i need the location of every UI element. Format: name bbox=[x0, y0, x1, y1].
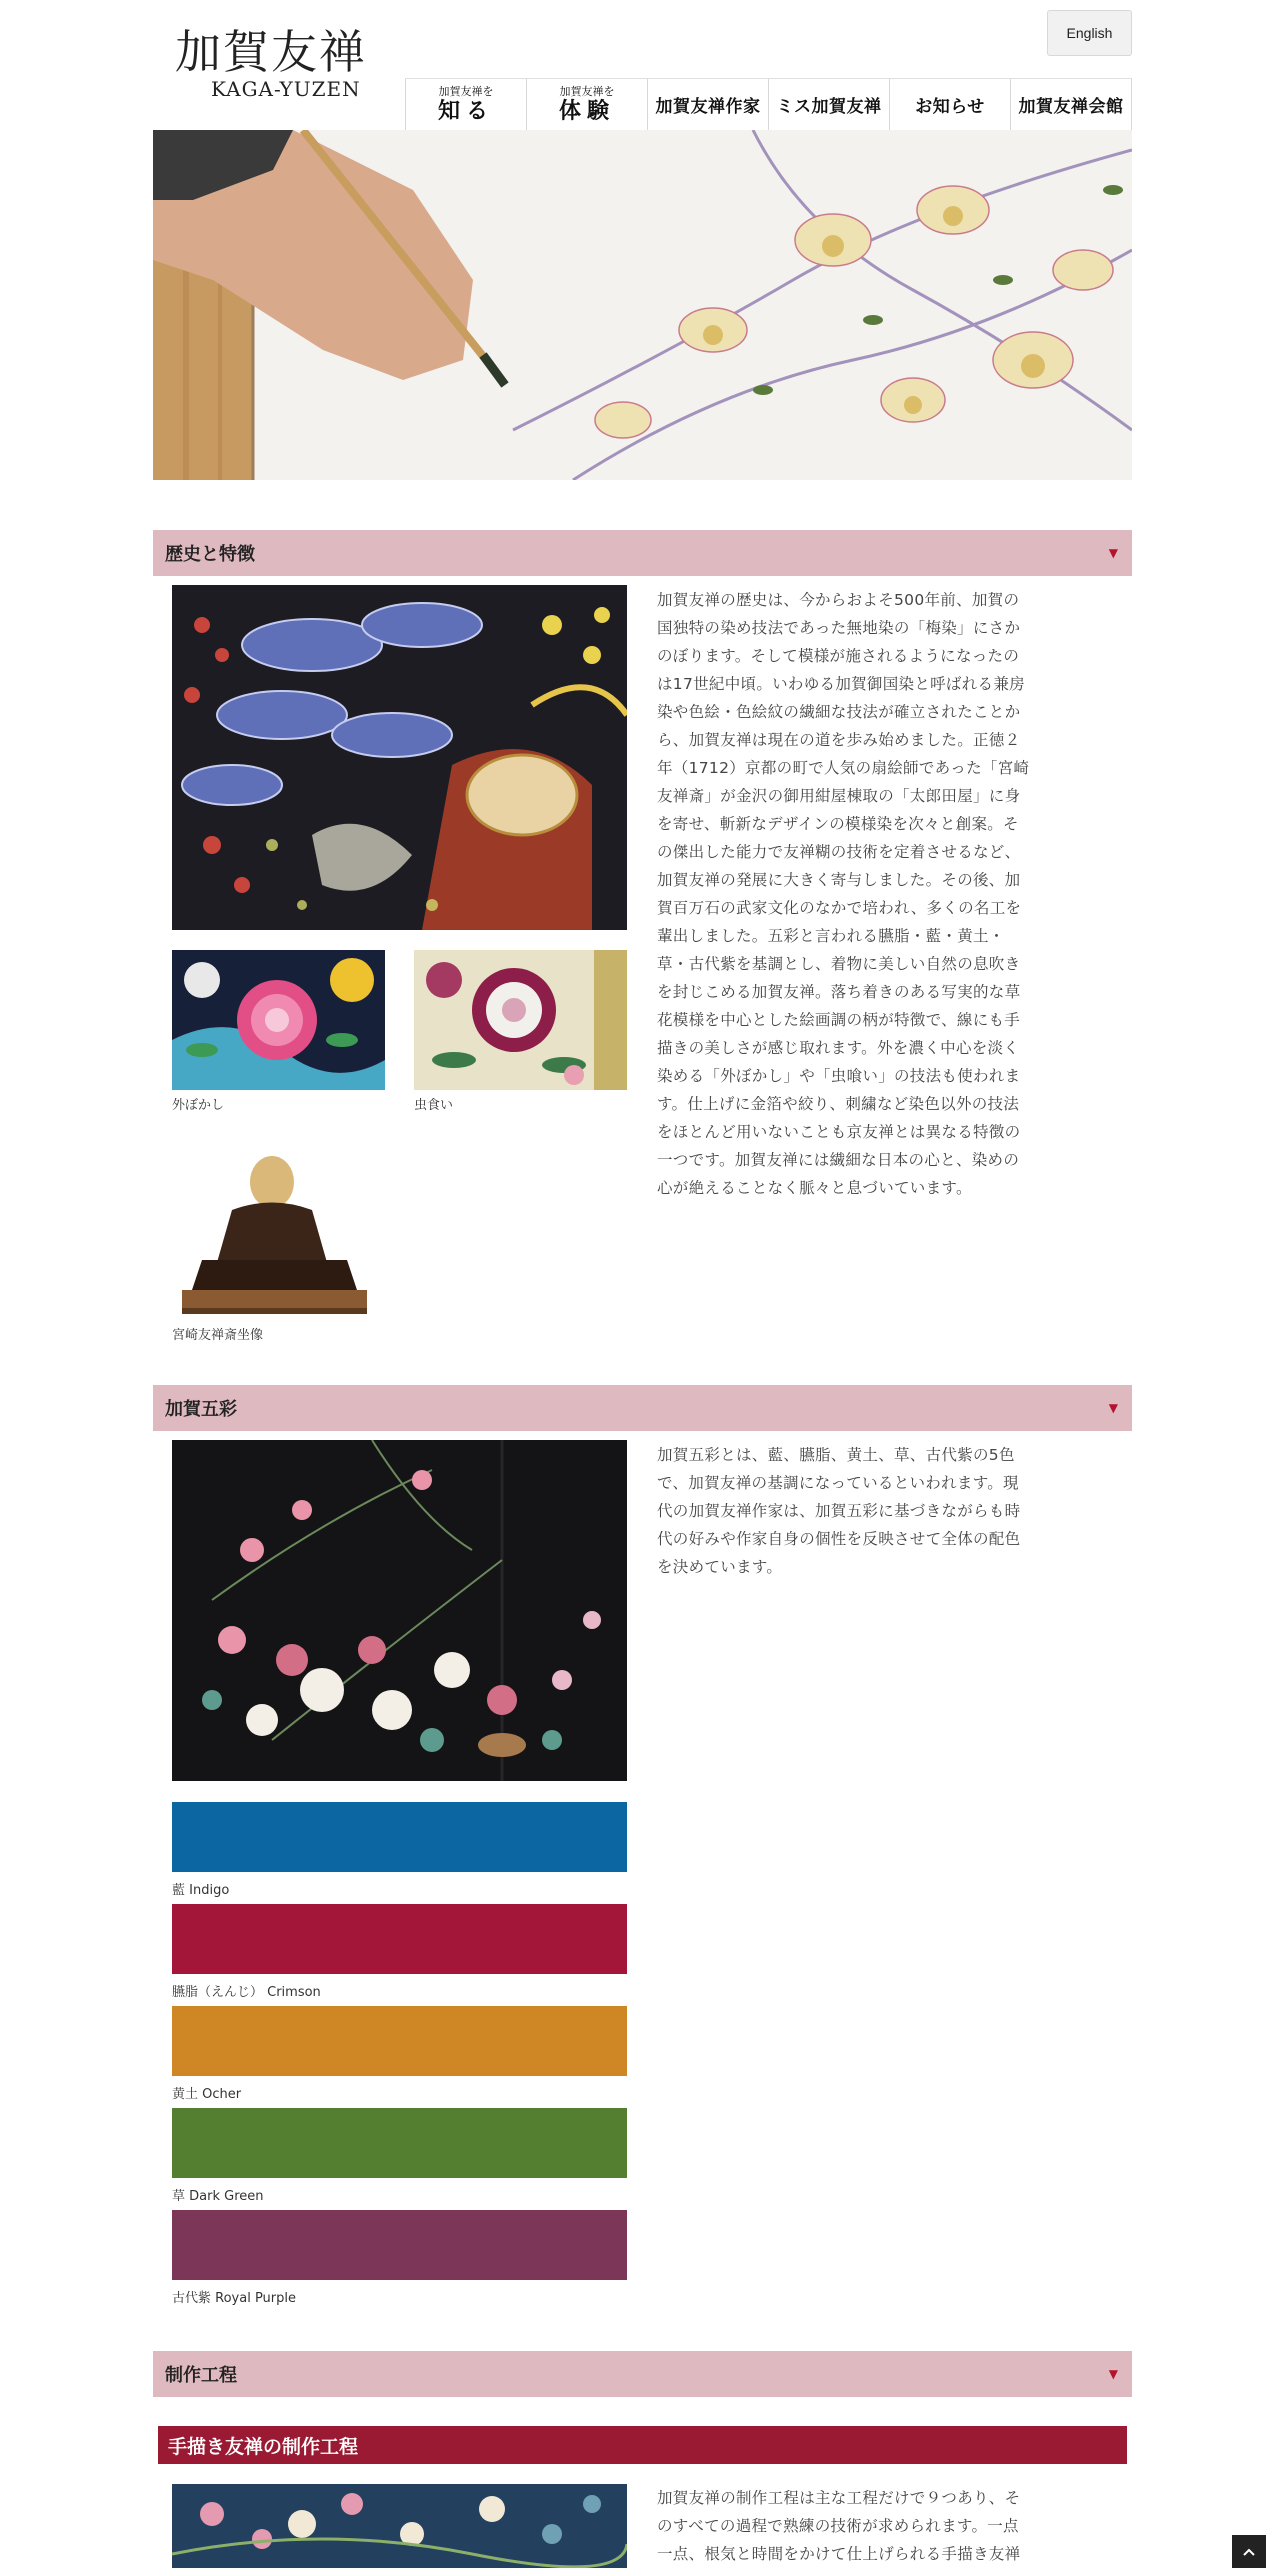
nav-item-experience[interactable] bbox=[526, 79, 647, 130]
toggle-arrow-icon: ▼ bbox=[1108, 2367, 1118, 2381]
color-swatch bbox=[172, 2108, 627, 2178]
statue-image bbox=[172, 1140, 377, 1320]
color-swatch bbox=[172, 2006, 627, 2076]
color-swatch-label: 臙脂（えんじ） Crimson bbox=[172, 1985, 321, 2000]
english-button[interactable]: English bbox=[1047, 10, 1132, 56]
section-title: 歴史と特徴 bbox=[165, 544, 255, 565]
process-kimono-image bbox=[172, 2484, 627, 2568]
toggle-arrow-icon: ▼ bbox=[1108, 546, 1118, 560]
nav-item-miss-kaga-yuzen[interactable] bbox=[768, 79, 889, 130]
hero-illustration bbox=[153, 130, 1132, 480]
back-to-top-button[interactable] bbox=[1232, 2535, 1266, 2568]
flower-kimono-image bbox=[172, 1440, 627, 1781]
kimono-pine-rooster-image bbox=[172, 585, 627, 930]
section-header-gosai[interactable] bbox=[153, 1385, 1132, 1431]
statue-illustration bbox=[172, 1140, 377, 1320]
subsection-title: 手描き友禅の制作工程 bbox=[158, 2426, 1127, 2464]
nav-item-news[interactable] bbox=[889, 79, 1010, 130]
peony-image bbox=[414, 950, 627, 1090]
chrysanthemum-image bbox=[172, 950, 385, 1090]
chevron-up-icon bbox=[1243, 2544, 1255, 2560]
color-swatch-label: 藍 Indigo bbox=[172, 1883, 230, 1898]
color-swatch-label: 古代紫 Royal Purple bbox=[172, 2291, 296, 2306]
process-text: 加賀友禅の制作工程は主な工程だけで９つあり、そのすべての過程で熟練の技術が求められます。一点一点、根気と時間をかけて仕上げられる手描き友禅 bbox=[657, 2489, 1021, 2563]
nav-item-artists[interactable] bbox=[647, 79, 768, 130]
history-main-image bbox=[172, 585, 627, 930]
gosai-main-image bbox=[172, 1440, 627, 1781]
nav-item-label: 加賀友禅作家 bbox=[655, 97, 761, 117]
section-header-history[interactable] bbox=[153, 530, 1132, 576]
site-logo[interactable] bbox=[175, 25, 385, 105]
section-header-process[interactable] bbox=[153, 2351, 1132, 2397]
mushikui-image bbox=[414, 950, 627, 1090]
nav-item-label: 知る bbox=[437, 97, 494, 124]
hero-image bbox=[153, 130, 1132, 480]
logo-japanese: 加賀友禅 bbox=[175, 25, 367, 79]
image-caption: 虫食い bbox=[414, 1098, 454, 1113]
gosai-text: 加賀五彩とは、藍、臙脂、黄土、草、古代紫の5色で、加賀友禅の基調になっているといわれます。現代の加賀友禅作家は、加賀五彩に基づきながらも時代の好みや作家自身の個性を反映させて全体の配色を決めています。 bbox=[657, 1446, 1021, 1576]
color-swatch bbox=[172, 2210, 627, 2280]
history-text: 加賀友禅の歴史は、今からおよそ500年前、加賀の国独特の染め技法であった無地染の「梅染」にさかのぼります。そして模様が施されるようになったのは17世紀中頃。いわゆる加賀御国染と呼ばれる兼房染や色絵・色絵紋の繊細な技法が確立されたことから、加賀友禅は現在の道を歩み始めました。正徳２年（1712）京都の町で人気の扇絵師であった「宮崎友禅斎」が金沢の御用紺屋棟取の「太郎田屋」に身を寄せ、斬新なデザインの模様染を次々と創案。その傑出した能力で友禅糊の技術を定着させるなど、加賀友禅の発展に大きく寄与しました。その後、加賀百万石の武家文化のなかで培われ、多くの名工を輩出しました。五彩と言われる臙脂・藍・黄土・草・古代紫を基調とし、着物に美しい自然の息吹きを封じこめる加賀友禅。落ち着きのある写実的な草花模様を中心とした絵画調の柄が特徴で、線にも手描きの美しさが感じ取れます。外を濃く中心を淡く染める「外ぼかし」や「虫喰い」の技法も使われます。仕上げに金箔や絞り、刺繍など染色以外の技法をほとんど用いないことも京友禅とは異なる特徴の一つです。加賀友禅には繊細な日本の心と、染めの心が絶えることなく脈々と息づいています。 bbox=[657, 591, 1030, 1197]
process-image bbox=[172, 2484, 627, 2568]
nav-item-sublabel: 加賀友禅を bbox=[559, 84, 615, 98]
main-nav bbox=[405, 78, 1132, 130]
color-swatch bbox=[172, 1802, 627, 1872]
nav-item-label: 加賀友禅会館 bbox=[1018, 97, 1124, 117]
toggle-arrow-icon: ▼ bbox=[1108, 1401, 1118, 1415]
image-caption: 外ぼかし bbox=[172, 1098, 225, 1113]
color-swatch-label: 草 Dark Green bbox=[172, 2189, 264, 2204]
sotobokashi-image bbox=[172, 950, 385, 1090]
section-title: 制作工程 bbox=[165, 2365, 237, 2386]
section-title: 加賀五彩 bbox=[165, 1399, 237, 1420]
nav-item-label: 体験 bbox=[558, 97, 615, 124]
nav-item-hall[interactable] bbox=[1010, 79, 1132, 130]
logo-english: KAGA-YUZEN bbox=[211, 77, 361, 101]
nav-item-know[interactable] bbox=[405, 79, 526, 130]
color-swatch bbox=[172, 1904, 627, 1974]
nav-item-label: お知らせ bbox=[915, 97, 985, 117]
nav-item-sublabel: 加賀友禅を bbox=[438, 84, 494, 98]
image-caption: 宮崎友禅斎坐像 bbox=[172, 1328, 264, 1343]
nav-item-label: ミス加賀友禅 bbox=[776, 97, 882, 117]
color-swatch-label: 黄土 Ocher bbox=[172, 2087, 242, 2102]
